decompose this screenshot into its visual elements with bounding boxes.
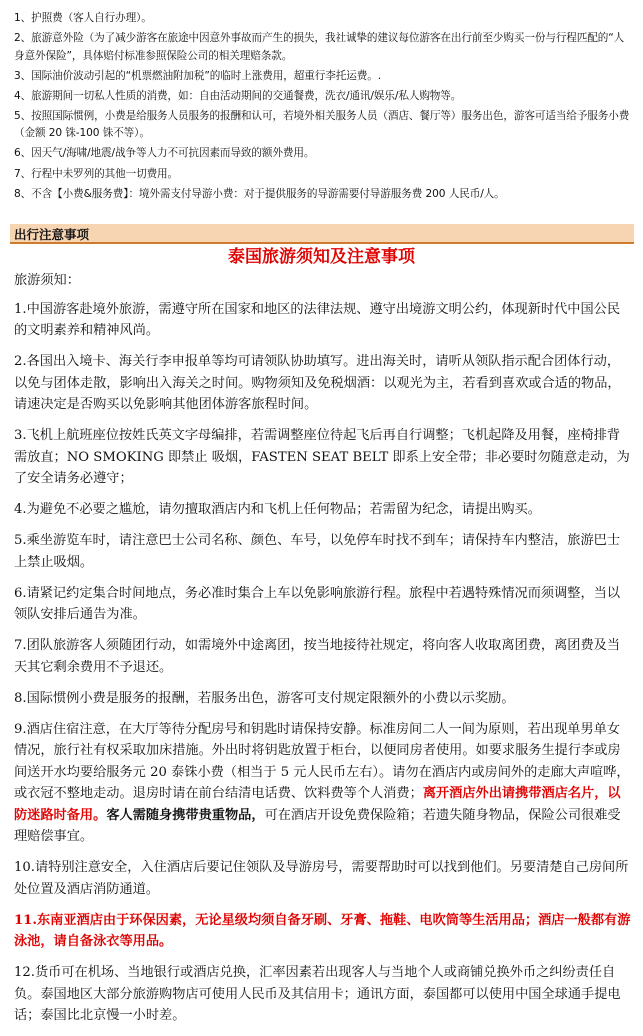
list-item: 2、旅游意外险（为了减少游客在旅途中因意外事故而产生的损失，我社诚挚的建议每位游客在出行前至少购买一份与行程匹配的“人身意外保险”，具体赔付标准参照保险公司的相关理赔条款。: [14, 32, 625, 62]
notice-item: 2.各国出入境卡、海关行李申报单等均可请领队协助填写。进出海关时，请听从领队指示配合团体行动，以免与团体走散，影响出入海关之时间。购物须知及免税烟酒：以观光为主，若看到喜欢或合适的物品，请速决定是否购买以免影响其他团体游客旅程时间。: [14, 354, 621, 412]
section-title: 出行注意事项: [14, 227, 90, 242]
notice-item: 12.货币可在机场、当地银行或酒店兑换，汇率因素若出现客人与当地个人或商铺兑换外币之纠纷责任自负。泰国地区大部分旅游购物店可使用人民币及其信用卡；通讯方面，泰国都可以使用中国全球通手提电话；泰国比北京慢一小时差。: [14, 965, 621, 1023]
hotel-tail: 可在酒店开设免费保险箱；若遗失随身物品，保险公司很难受理赔偿事宜。: [14, 807, 621, 844]
notice-item: 7.团队旅游客人须随团行动，如需境外中途离团，按当地接待社规定，将向客人收取离团费，离团费及当天其它剩余费用不予退还。: [14, 638, 621, 675]
list-item: 7、行程中未罗列的其他一切费用。: [14, 167, 179, 180]
notice-item-hotel: [14, 719, 632, 848]
notice-item: 8.国际惯例小费是服务的报酬，若服务出色，游客可支付规定限额外的小费以示奖励。: [14, 690, 515, 706]
notice-item: 1.中国游客赴境外旅游，需遵守所在国家和地区的法律法规、遵守出境游文明公约，体现新时代中国公民的文明素养和精神风尚。: [14, 301, 621, 338]
notice-item-toiletries: 11.东南亚酒店由于环保因素，无论星级均须自备牙刷、牙膏、拖鞋、电吹筒等生活用品；酒店一般都有游泳池，请自备泳衣等用品。: [14, 912, 631, 949]
list-item: 3、国际油价波动引起的“机票燃油附加税”的临时上涨费用，超重行李托运费。.: [14, 69, 381, 82]
notice-item: 5.乘坐游览车时，请注意巴士公司名称、颜色、车号，以免停车时找不到车；请保持车内整洁，旅游巴士上禁止吸烟。: [14, 533, 621, 570]
list-item: 5、按照国际惯例，小费是给服务人员服务的报酬和认可，若境外相关服务人员（酒店、餐厅等）服务出色，游客可适当给予服务小费（金额 20 铢-100 铢不等）。: [14, 109, 630, 140]
document-title: 泰国旅游须知及注意事项: [228, 247, 415, 267]
document-body: [14, 270, 632, 1036]
section-header: [10, 224, 634, 244]
list-item: 1、护照费（客人自行办理）。: [14, 12, 152, 24]
hotel-valuables: 客人需随身携带贵重物品，: [106, 807, 265, 823]
notice-item: 4.为避免不必要之尴尬，请勿擅取酒店内和飞机上任何物品；若需留为纪念，请提出购买。: [14, 502, 541, 517]
hotel-text: 9.酒店住宿注意，在大厅等待分配房号和钥匙时请保持安静。标准房间二人一间为原则，若出现单男单女情况，旅行社有权采取加床措施。外出时将钥匙放置于柜台，以便同房者使用。如要求服务生提行李或房间送开水均要给服务元 20 泰铢小费（相当于 5 元人民币左右）。请勿在酒店内或房间外的走廊大声喧哗，或衣冠不整地走动。退房时请在前台结清电话费、饮料费等个人消费；: [14, 721, 630, 801]
cost-exclusion-list: [0, 0, 643, 203]
notice-item: 3.飞机上航班座位按姓氏英文字母编排，若需调整座位待起飞后再自行调整；飞机起降及用餐，座椅排背需放直；NO SMOKING 即禁止 吸烟，FASTEN SEAT BELT 即系上安全带；非必要时勿随意走动，为了安全请务必遵守；: [14, 428, 630, 486]
notice-item: 10.请特别注意安全，入住酒店后要记住领队及导游房号，需要帮助时可以找到他们。另要清楚自己房间所处位置及酒店消防通道。: [14, 860, 629, 897]
intro-label: 旅游须知：: [14, 273, 80, 288]
notice-item: 6.请紧记约定集合时间地点，务必准时集合上车以免影响旅游行程。旅程中若遇特殊情况而须调整，当以领队安排后通告为准。: [14, 585, 621, 622]
hotel-warning: 离开酒店外出请携带酒店名片，以防迷路时备用。: [14, 786, 621, 823]
list-item: 4、旅游期间一切私人性质的消费，如：自由活动期间的交通餐费，洗衣/通讯/娱乐/私人购物等。: [14, 89, 462, 102]
list-item: 6、因天气/海啸/地震/战争等人力不可抗因素而导致的额外费用。: [14, 147, 315, 160]
list-item: 8、不含【小费&服务费】：境外需支付导游小费：对于提供服务的导游需要付导游服务费 200 人民币/人。: [14, 187, 505, 200]
